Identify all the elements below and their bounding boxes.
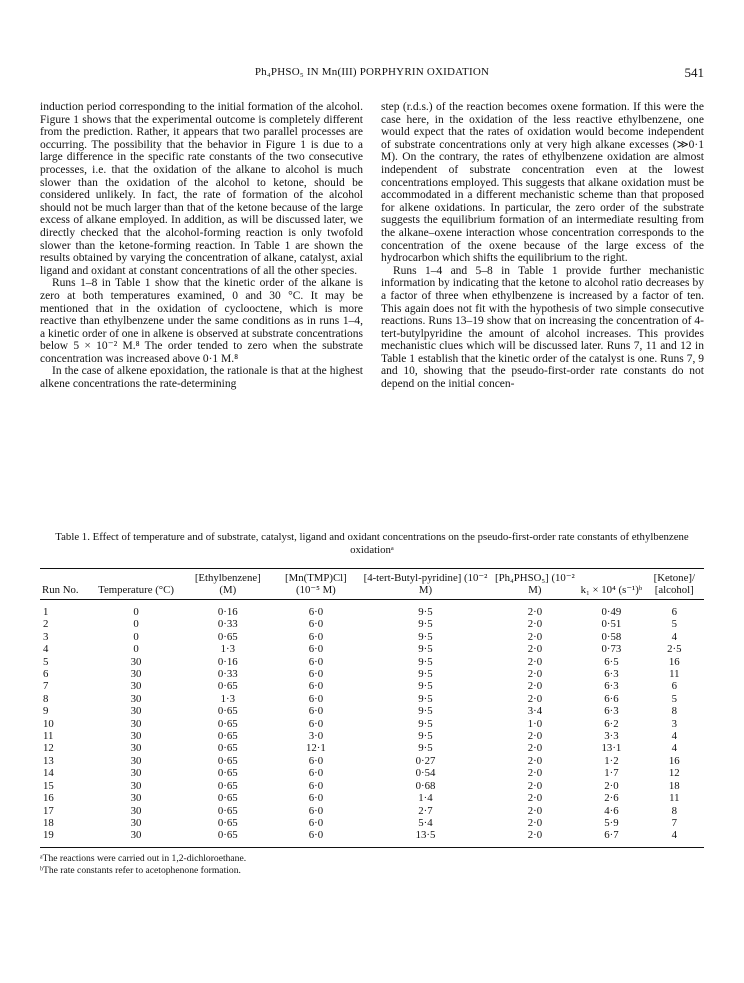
table-cell: 30 bbox=[130, 792, 142, 805]
table-cell: 8 bbox=[671, 705, 677, 718]
table-cell: 6·5 bbox=[604, 655, 619, 668]
table-cell: 30 bbox=[130, 829, 142, 842]
table-cell: 9·5 bbox=[418, 742, 433, 755]
table-cell: 6·0 bbox=[308, 630, 324, 643]
paragraph: step (r.d.s.) of the reaction becomes oxene formation. If this were the case here, in the oxidation of the less reactive ethylbenzene, one would expect that the rates of oxidation would become independent of substrate concentrations only at very high alkane excesses (≫0·1 M). On the contrary, the rates of ethylbenzene oxidation are almost independent of substrate concentration even at the lowest concentrations employed. This suggests that alkane oxidation must be accommodated in a different mechanistic scheme than that proposed for alkene oxidations. In particular, the zero order of the substrate suggests the equilibrium formation of an intermediate resulting from the alkane–oxene interaction whose concentration corresponds to the concentration of the oxene because of the large excess of the hydrocarbon which shifts the equilibrium to the right. bbox=[381, 101, 704, 265]
table-cell: 9·5 bbox=[418, 717, 433, 730]
table-cell: 5 bbox=[43, 655, 49, 668]
table-cell: 0·73 bbox=[601, 643, 622, 656]
table-cell: 0·58 bbox=[601, 630, 622, 643]
table-cell: 6·0 bbox=[308, 618, 324, 631]
header-rate-constant: k₁ × 10⁴ (s⁻¹)ᵇ bbox=[580, 584, 643, 596]
table-cell: 4 bbox=[671, 630, 677, 643]
table-cell: 2·0 bbox=[527, 792, 543, 805]
table-cell: 1·2 bbox=[604, 754, 619, 767]
table-cell: 11 bbox=[669, 668, 680, 681]
table-cell: 0·65 bbox=[217, 792, 238, 805]
table-cell: 0·33 bbox=[217, 668, 238, 681]
table-cell: 6·0 bbox=[308, 779, 324, 792]
table-row bbox=[40, 718, 704, 730]
table-cell: 30 bbox=[130, 655, 142, 668]
table-cell: 4 bbox=[43, 643, 49, 656]
table-cell: 6·0 bbox=[308, 754, 324, 767]
table-row bbox=[40, 817, 704, 829]
table-cell: 3 bbox=[43, 630, 49, 643]
header-ratio: [Ketone]/ [alcohol] bbox=[653, 572, 695, 596]
table-cell: 0·27 bbox=[415, 754, 436, 767]
table-cell: 6 bbox=[671, 606, 677, 618]
table-row bbox=[40, 600, 704, 619]
table-cell: 0·65 bbox=[217, 816, 238, 829]
table-row bbox=[40, 656, 704, 668]
table-cell: 3·3 bbox=[604, 730, 619, 743]
table-cell: 6·0 bbox=[308, 829, 324, 842]
table-cell: 30 bbox=[130, 754, 142, 767]
table-cell: 2·7 bbox=[418, 804, 433, 817]
table-cell: 6·0 bbox=[308, 692, 324, 705]
table-cell: 0·16 bbox=[217, 655, 238, 668]
table-cell: 6·2 bbox=[604, 717, 619, 730]
left-column bbox=[40, 101, 363, 391]
footnote-a: ᵃThe reactions were carried out in 1,2-dichloroethane. bbox=[40, 852, 247, 864]
table-cell: 0 bbox=[133, 618, 139, 631]
table-row bbox=[40, 829, 704, 847]
table-cell: 16 bbox=[43, 792, 54, 805]
table-cell: 3·4 bbox=[527, 705, 543, 718]
paragraph: induction period corresponding to the initial formation of the alcohol. Figure 1 shows that the experimental outcome is completely different from the prediction. Rather, it appears that two parallel processes are occurring. The possibility that the behavior in Figure 1 is due to a large difference in the specific rate constants of the two consecutive processes, i.e. that the oxidation of the alkane to alcohol is much slower than the oxidation of the alcohol to ketone, should be considered unlikely. In fact, the rate of formation of the alcohol should not be much larger than that of the ketone because of the large excess of alkane employed. In addition, as will be discussed later, we directly checked that the alcohol-forming reaction is only twofold slower than the ketone-forming reaction. In Table 1 are shown the results obtained by varying the concentration of alkane, catalyst, axial ligand and oxidant at constant concentrations of all the other species. bbox=[40, 101, 363, 277]
table-cell: 2·0 bbox=[527, 606, 543, 618]
table-cell: 2·0 bbox=[527, 643, 543, 656]
table-caption: Table 1. Effect of temperature and of substrate, catalyst, ligand and oxidant concentrations on the pseudo-first-order rate constants of ethylbenzene oxidationᵃ bbox=[55, 531, 689, 556]
table-cell: 2·0 bbox=[527, 655, 543, 668]
header-ligand: [4-tert-Butyl-pyridine] (10⁻² M) bbox=[363, 572, 488, 596]
table-cell: 1·3 bbox=[220, 692, 235, 705]
header-temperature: Temperature (°C) bbox=[98, 584, 174, 596]
table-cell: 6·0 bbox=[308, 717, 324, 730]
table-cell: 3 bbox=[671, 717, 677, 730]
table-cell: 0·51 bbox=[601, 618, 622, 631]
table-header-row bbox=[40, 569, 704, 600]
table-cell: 1·4 bbox=[418, 792, 433, 805]
table-cell: 1·7 bbox=[604, 767, 619, 780]
table-row bbox=[40, 618, 704, 630]
table-cell: 0·65 bbox=[217, 730, 238, 743]
table-cell: 2·0 bbox=[527, 742, 543, 755]
table-row bbox=[40, 767, 704, 779]
table-cell: 2·0 bbox=[527, 829, 543, 842]
table-cell: 2·0 bbox=[527, 730, 543, 743]
table-1 bbox=[40, 531, 704, 877]
table-cell: 0 bbox=[133, 643, 139, 656]
table-cell: 8 bbox=[43, 692, 49, 705]
table-cell: 11 bbox=[669, 792, 680, 805]
table-cell: 5·9 bbox=[604, 816, 619, 829]
table-cell: 6·0 bbox=[308, 804, 324, 817]
page-number: 541 bbox=[684, 65, 704, 80]
table-cell: 0 bbox=[133, 630, 139, 643]
table-row bbox=[40, 631, 704, 643]
table-cell: 6·0 bbox=[308, 816, 324, 829]
right-column bbox=[381, 101, 704, 391]
table-cell: 6·0 bbox=[308, 680, 324, 693]
table-cell: 30 bbox=[130, 767, 142, 780]
table-cell: 30 bbox=[130, 692, 142, 705]
table-cell: 8 bbox=[671, 804, 677, 817]
header-catalyst: [Mn(TMP)Cl] (10⁻⁵ M) bbox=[285, 572, 347, 596]
table-cell: 5 bbox=[671, 692, 677, 705]
table-cell: 6 bbox=[671, 680, 677, 693]
table-cell: 12·1 bbox=[306, 742, 326, 755]
table-cell: 6·0 bbox=[308, 792, 324, 805]
table-cell: 6·3 bbox=[604, 680, 619, 693]
table-cell: 16 bbox=[668, 754, 680, 767]
table-cell: 18 bbox=[43, 816, 54, 829]
table-cell: 30 bbox=[130, 680, 142, 693]
table-cell: 1·3 bbox=[220, 643, 235, 656]
table-cell: 6·3 bbox=[604, 705, 619, 718]
table-footnotes bbox=[40, 853, 704, 877]
table-cell: 0·65 bbox=[217, 767, 238, 780]
table-cell: 6·0 bbox=[308, 643, 324, 656]
table-row bbox=[40, 705, 704, 717]
table-cell: 4 bbox=[671, 742, 677, 755]
table-cell: 2·0 bbox=[527, 692, 543, 705]
table-cell: 30 bbox=[130, 668, 142, 681]
table-cell: 2·6 bbox=[604, 792, 619, 805]
table-row bbox=[40, 805, 704, 817]
table-row bbox=[40, 643, 704, 655]
table-row bbox=[40, 792, 704, 804]
table-cell: 9·5 bbox=[418, 606, 433, 618]
table-cell: 10 bbox=[43, 717, 54, 730]
table-row bbox=[40, 742, 704, 754]
table-cell: 2 bbox=[43, 618, 49, 631]
table-cell: 30 bbox=[130, 705, 142, 718]
table-cell: 2·0 bbox=[527, 779, 543, 792]
table-row bbox=[40, 730, 704, 742]
table-cell: 1·0 bbox=[527, 717, 543, 730]
footnote-b: ᵇThe rate constants refer to acetophenone formation. bbox=[40, 864, 241, 876]
table-cell: 2·0 bbox=[527, 804, 543, 817]
table-cell: 7 bbox=[671, 816, 677, 829]
table-row bbox=[40, 680, 704, 692]
table-cell: 9·5 bbox=[418, 730, 433, 743]
paragraph: Runs 1–4 and 5–8 in Table 1 provide further mechanistic information by indicating that the ketone to alcohol ratio decreases by a factor of three when ethylbenzene is increased by a factor of ten. This again does not fit with the hypothesis of two simple consecutive reactions. Runs 13–19 show that on increasing the concentration of 4-tert-butylpyridine the amount of alcohol increases. This provides mechanistic clues which will be discussed later. Runs 7, 11 and 12 in Table 1 establish that the kinetic order of the catalyst is one. Runs 7, 9 and 10, showing that the pseudo-first-order rate constants do not depend on the initial concen- bbox=[381, 264, 704, 391]
table-cell: 0·54 bbox=[415, 767, 436, 780]
table-cell: 6·0 bbox=[308, 606, 324, 618]
table-cell: 12 bbox=[668, 767, 680, 780]
table-cell: 2·0 bbox=[527, 630, 543, 643]
table-body bbox=[40, 600, 704, 848]
table-cell: 9·5 bbox=[418, 692, 433, 705]
table-cell: 30 bbox=[130, 730, 142, 743]
table-cell: 6·6 bbox=[604, 692, 619, 705]
table-cell: 5 bbox=[671, 618, 677, 631]
header-ethylbenzene: [Ethylbenzene] (M) bbox=[194, 572, 261, 596]
table-cell: 9·5 bbox=[418, 668, 433, 681]
table-cell: 3·0 bbox=[308, 730, 324, 743]
table-cell: 0·65 bbox=[217, 717, 238, 730]
table-cell: 6·0 bbox=[308, 767, 324, 780]
table-cell: 0·65 bbox=[217, 680, 238, 693]
header-run: Run No. bbox=[42, 584, 79, 596]
page-header bbox=[40, 66, 704, 82]
table-cell: 9·5 bbox=[418, 705, 433, 718]
table-cell: 18 bbox=[668, 779, 680, 792]
table-cell: 2·0 bbox=[527, 668, 543, 681]
table-cell: 0·16 bbox=[217, 606, 238, 618]
table-cell: 0·33 bbox=[217, 618, 238, 631]
table-cell: 0·65 bbox=[217, 742, 238, 755]
table-cell: 0·49 bbox=[601, 606, 622, 618]
table-cell: 30 bbox=[130, 816, 142, 829]
table-cell: 4 bbox=[671, 730, 677, 743]
paragraph: In the case of alkene epoxidation, the rationale is that at the highest alkene concentrations the rate-determining bbox=[40, 365, 363, 391]
table-cell: 13·1 bbox=[601, 742, 622, 755]
running-title: Ph₄PHSO₅ IN Mn(III) PORPHYRIN OXIDATION bbox=[254, 66, 490, 78]
paragraph: Runs 1–8 in Table 1 show that the kinetic order of the alkane is zero at both temperatures examined, 0 and 30 °C. It may be mentioned that in the oxidation of cyclooctene, which is more reactive than ethylbenzene under the same conditions as in runs 1–4, a kinetic order of one in alkene is observed at substrate concentrations below 5 × 10⁻² M.⁸ The order tended to zero when the substrate concentration was increased above 0·1 M.⁸ bbox=[40, 277, 363, 365]
table-cell: 17 bbox=[43, 804, 54, 817]
table-cell: 2·0 bbox=[527, 680, 543, 693]
table-cell: 19 bbox=[43, 829, 54, 842]
table-cell: 1 bbox=[43, 606, 49, 618]
table-cell: 2·0 bbox=[527, 618, 543, 631]
table-cell: 9 bbox=[43, 705, 49, 718]
table-cell: 9·5 bbox=[418, 618, 433, 631]
table-cell: 5·4 bbox=[418, 816, 433, 829]
table-cell: 9·5 bbox=[418, 655, 433, 668]
table-cell: 30 bbox=[130, 742, 142, 755]
table-cell: 4·6 bbox=[604, 804, 619, 817]
table-cell: 13·5 bbox=[415, 829, 436, 842]
table-cell: 9·5 bbox=[418, 643, 433, 656]
table-cell: 11 bbox=[43, 730, 54, 743]
table-cell: 0·65 bbox=[217, 779, 238, 792]
table-cell: 0·68 bbox=[415, 779, 436, 792]
table-cell: 2·0 bbox=[604, 779, 619, 792]
table-cell: 12 bbox=[43, 742, 54, 755]
table-row bbox=[40, 755, 704, 767]
table-cell: 2·0 bbox=[527, 816, 543, 829]
table-cell: 6·0 bbox=[308, 668, 324, 681]
table-cell: 0·65 bbox=[217, 804, 238, 817]
table-cell: 0·65 bbox=[217, 754, 238, 767]
table-row bbox=[40, 668, 704, 680]
table-cell: 6·3 bbox=[604, 668, 619, 681]
table-cell: 6 bbox=[43, 668, 49, 681]
table-cell: 6·0 bbox=[308, 705, 324, 718]
table-cell: 2·0 bbox=[527, 767, 543, 780]
table-cell: 0·65 bbox=[217, 829, 238, 842]
table-row bbox=[40, 780, 704, 792]
table-cell: 9·5 bbox=[418, 680, 433, 693]
table-cell: 13 bbox=[43, 754, 54, 767]
data-table bbox=[40, 568, 704, 848]
table-cell: 0·65 bbox=[217, 705, 238, 718]
table-cell: 15 bbox=[43, 779, 54, 792]
table-cell: 16 bbox=[668, 655, 680, 668]
table-cell: 9·5 bbox=[418, 630, 433, 643]
table-cell: 30 bbox=[130, 804, 142, 817]
table-cell: 7 bbox=[43, 680, 49, 693]
table-cell: 14 bbox=[43, 767, 54, 780]
table-cell: 2·0 bbox=[527, 754, 543, 767]
header-oxidant: [Ph₄PHSO₅] (10⁻² M) bbox=[495, 572, 575, 596]
table-cell: 2·5 bbox=[667, 643, 682, 656]
table-cell: 6·0 bbox=[308, 655, 324, 668]
table-cell: 0 bbox=[133, 606, 139, 618]
table-cell: 0·65 bbox=[217, 630, 238, 643]
table-cell: 4 bbox=[671, 829, 677, 842]
table-cell: 30 bbox=[130, 717, 142, 730]
table-cell: 30 bbox=[130, 779, 142, 792]
table-row bbox=[40, 693, 704, 705]
table-cell: 6·7 bbox=[604, 829, 619, 842]
